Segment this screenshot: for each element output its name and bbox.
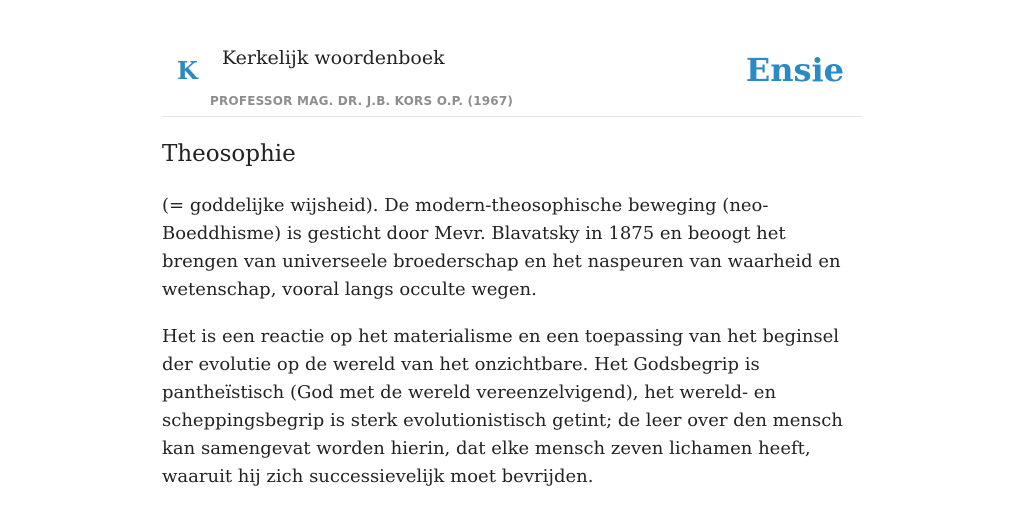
entry-body — [162, 192, 862, 491]
entry-title: Theosophie — [162, 141, 296, 167]
book-author: PROFESSOR MAG. DR. J.B. KORS O.P. (1967) — [210, 94, 514, 108]
entry — [162, 136, 862, 510]
book-logo-icon[interactable]: K — [177, 56, 198, 85]
entry-paragraph-1: (= goddelijke wijsheid). De modern-theosophische beweging (neo-Boeddhisme) is gesticht door Mevr. Blavatsky in 1875 en beoogt het brengen van universeele broederschap en het naspeuren van waarheid en wetenschap, vooral langs occulte wegen. — [162, 195, 841, 300]
ensie-logo-link[interactable]: Ensie — [745, 51, 844, 89]
header — [162, 0, 862, 117]
entry-paragraph-2: Het is een reactie op het materialisme en een toepassing van het beginsel der evolutie op de wereld van het onzichtbare. Het Godsbegrip is pantheïstisch (God met de wereld vereenzelvigend), het wereld- en scheppingsbegrip is sterk evolutionistisch getint; de leer over den mensch kan samengevat worden hierin, dat elke mensch zeven lichamen heeft, waaruit hij zich successievelijk moet bevrijden. — [162, 326, 843, 487]
book-title-link[interactable]: Kerkelijk woordenboek — [222, 47, 445, 69]
